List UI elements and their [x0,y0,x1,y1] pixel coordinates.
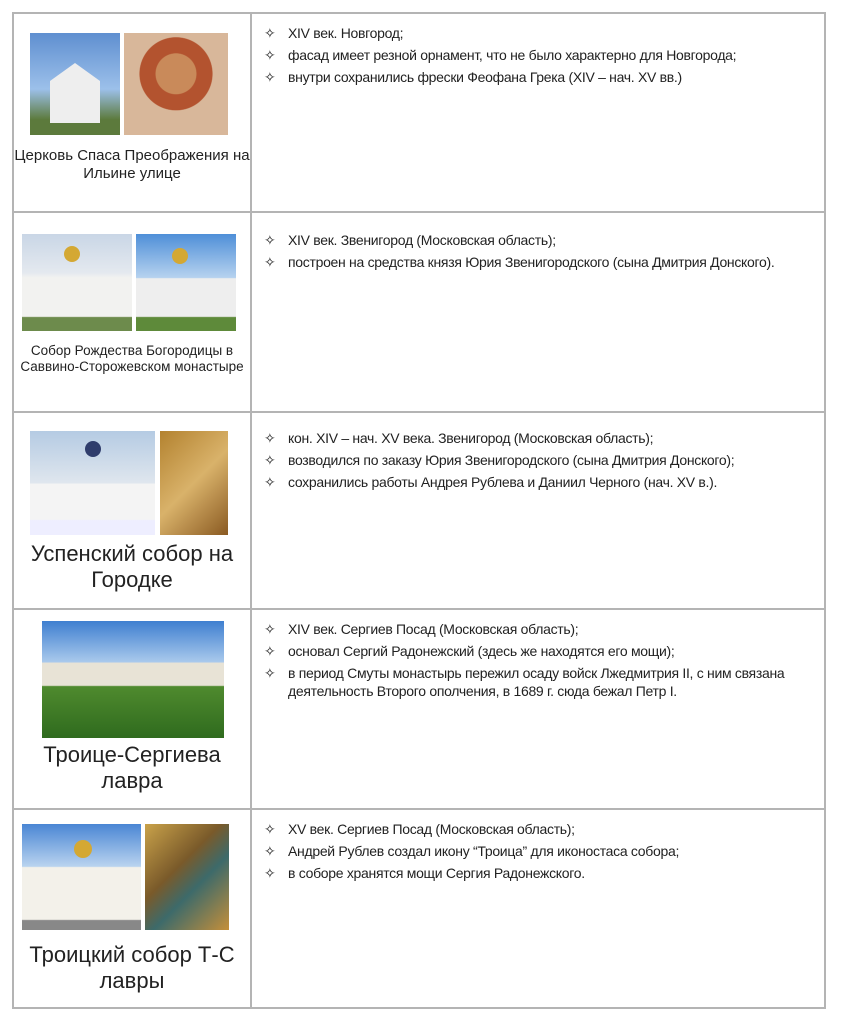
table-row [14,608,824,808]
image-cell [14,610,252,808]
image-cell [14,413,252,608]
row-caption: Троице-Сергиева лавра [43,742,221,794]
monuments-table [12,12,826,1009]
image-cell [14,810,252,1007]
fact-item: ✧ фасад имеет резной орнамент, что не было характерно для Новгорода; [264,47,737,63]
cathedral-photo [30,431,155,535]
fact-item: ✧ в период Смуты монастырь пережил осаду войск Лжедмитрия II, с ним связана деятельность Второго ополчения, в 1689 г. сюда бежал Петр I. [264,665,785,699]
cathedral-photo [22,824,141,930]
diamond-bullet-icon: ✧ [264,474,276,490]
diamond-bullet-icon: ✧ [264,232,276,248]
fact-item: ✧ возводился по заказу Юрия Звенигородского (сына Дмитрия Донского); [264,452,735,468]
fact-item: ✧ XIV век. Звенигород (Московская область); [264,232,556,248]
trinity-icon-photo [145,824,229,930]
fact-item: ✧ Андрей Рублев создал икону “Троица” для иконостаса собора; [264,843,680,859]
table-row [14,14,824,211]
diamond-bullet-icon: ✧ [264,47,276,63]
row-caption: Собор Рождества Богородицы в Саввино-Сторожевском монастыре [20,343,244,375]
diamond-bullet-icon: ✧ [264,665,276,681]
fact-item: ✧ сохранились работы Андрея Рублева и Даниил Черного (нач. XV в.). [264,474,718,490]
monastery-photo [42,621,224,738]
diamond-bullet-icon: ✧ [264,621,276,637]
diamond-bullet-icon: ✧ [264,254,276,270]
fact-item: ✧ основал Сергий Радонежский (здесь же находятся его мощи); [264,643,675,659]
table-row [14,808,824,1007]
table-row [14,211,824,411]
fact-item: ✧ построен на средства князя Юрия Звенигородского (сына Дмитрия Донского). [264,254,775,270]
row-caption: Церковь Спаса Преображения на Ильине улице [14,147,250,182]
row-caption: Успенский собор на Городке [30,541,234,593]
fact-item: ✧ кон. XIV – нач. XV века. Звенигород (Московская область); [264,430,654,446]
fact-item: ✧ внутри сохранились фрески Феофана Грека (XIV – нач. XV вв.) [264,69,682,85]
image-cell [14,213,252,411]
diamond-bullet-icon: ✧ [264,643,276,659]
diamond-bullet-icon: ✧ [264,25,276,41]
cathedral-photo [22,234,132,331]
diamond-bullet-icon: ✧ [264,843,276,859]
fresco-photo [124,33,228,135]
fact-item: ✧ XIV век. Сергиев Посад (Московская область); [264,621,579,637]
fact-item: ✧ в соборе хранятся мощи Сергия Радонежского. [264,865,585,881]
diamond-bullet-icon: ✧ [264,821,276,837]
row-caption: Троицкий собор Т-С лавры [29,942,235,994]
image-cell [14,14,252,211]
fact-item: ✧ XIV век. Новгород; [264,25,404,41]
cathedral-photo-2 [136,234,236,331]
fact-item: ✧ XV век. Сергиев Посад (Московская область); [264,821,575,837]
diamond-bullet-icon: ✧ [264,430,276,446]
diamond-bullet-icon: ✧ [264,69,276,85]
diamond-bullet-icon: ✧ [264,865,276,881]
church-photo [30,33,120,135]
diamond-bullet-icon: ✧ [264,452,276,468]
icon-photo [160,431,228,535]
table-row [14,411,824,608]
